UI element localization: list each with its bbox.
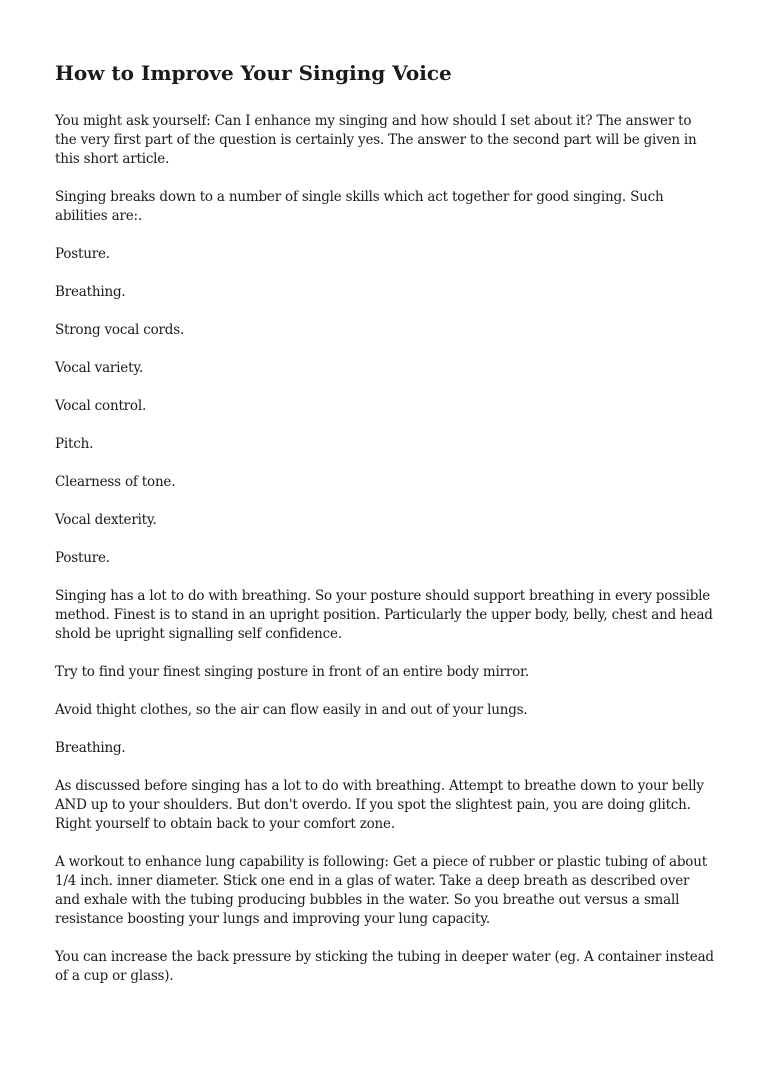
list-item-strong-vocal-cords: Strong vocal cords. (55, 322, 185, 338)
list-item-vocal-variety: Vocal variety. (55, 360, 144, 376)
paragraph-posture: Singing has a lot to do with breathing. So your posture should support breathing in every possible method. Finest is to stand in an upright position. Particularly the upper body, belly, chest and head shold be upright signalling self confidence. (55, 588, 713, 642)
paragraph-breathing: As discussed before singing has a lot to do with breathing. Attempt to breathe down to your belly AND up to your shoulders. But don't overdo. If you spot the slightest pain, you are doing glitch. Right yourself to obtain back to your comfort zone. (55, 778, 704, 832)
section-heading-breathing: Breathing. (55, 740, 126, 756)
paragraph-mirror: Try to find your finest singing posture in front of an entire body mirror. (55, 664, 529, 680)
paragraph-intro: You might ask yourself: Can I enhance my singing and how should I set about it? The answer to the very first part of the question is certainly yes. The answer to the second part will be given in this short article. (55, 113, 697, 167)
list-item-posture: Posture. (55, 246, 110, 262)
article-body (55, 112, 715, 986)
list-item-vocal-dexterity: Vocal dexterity. (55, 512, 157, 528)
list-item-vocal-control: Vocal control. (55, 398, 147, 414)
article-title: How to Improve Your Singing Voice (55, 61, 452, 85)
paragraph-skills-intro: Singing breaks down to a number of single skills which act together for good singing. Such abilities are:. (55, 189, 664, 224)
paragraph-lung-workout: A workout to enhance lung capability is following: Get a piece of rubber or plastic tubing of about 1/4 inch. inner diameter. Stick one end in a glas of water. Take a deep breath as described over and exhale with the tubing producing bubbles in the water. So you breathe out versus a small resistance boosting your lungs and improving your lung capacity. (55, 854, 707, 927)
document-page (55, 58, 715, 1005)
list-item-clearness-of-tone: Clearness of tone. (55, 474, 176, 490)
paragraph-clothes: Avoid thight clothes, so the air can flow easily in and out of your lungs. (55, 702, 528, 718)
list-item-pitch: Pitch. (55, 436, 94, 452)
paragraph-back-pressure: You can increase the back pressure by sticking the tubing in deeper water (eg. A container instead of a cup or glass). (55, 949, 714, 984)
list-item-breathing: Breathing. (55, 284, 126, 300)
section-heading-posture: Posture. (55, 550, 110, 566)
